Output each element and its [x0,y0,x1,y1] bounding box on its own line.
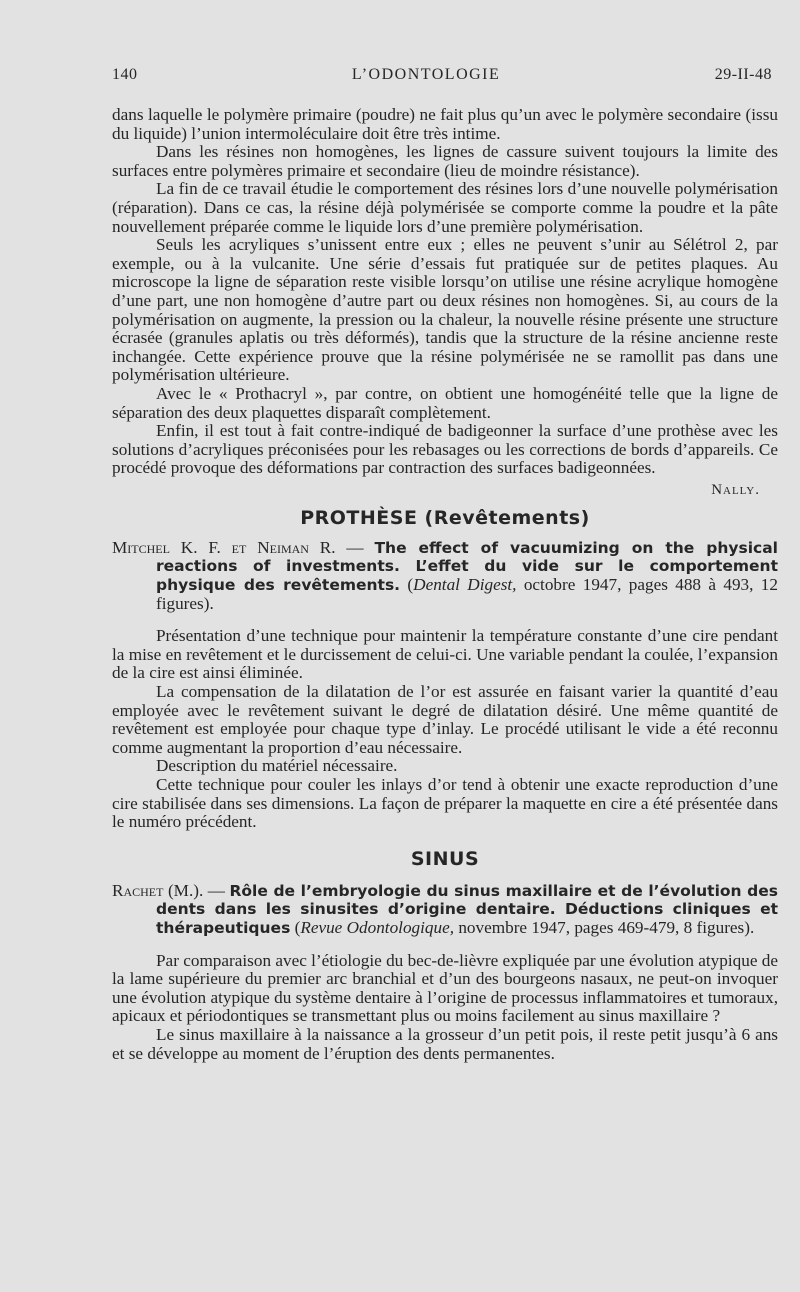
paragraph: Enfin, il est tout à fait contre-indiqué de badigeonner la surface d’une prothèse avec les solutions d’acryliques préconisées pour les rebasages ou les corrections de bords d’appareils. Ce procédé provoque des déformations par contraction des surfaces badigeonnées. [112,421,778,478]
paragraph: dans laquelle le polymère primaire (poudre) ne fait plus qu’un avec le polymère secondaire (issu du liquide) l’union intermoléculaire doit être très intime. [112,105,778,143]
paragraph: La fin de ce travail étudie le comportement des résines lors d’une nouvelle polymérisation (réparation). Dans ce cas, la résine déjà polymérisée se comporte comme la poudre et la pâte nouvellement préparée comme le liquide lors d’une première polymérisation. [112,179,778,236]
paragraph: Description du matériel nécessaire. [156,756,398,776]
paragraph: Dans les résines non homogènes, les lignes de cassure suivent toujours la limite des surfaces entre polymères primaire et secondaire (lieu de moindre résistance). [112,142,778,180]
reference-details: novembre 1947, pages 469-479, 8 figures). [454,917,755,937]
paragraph: Par comparaison avec l’étiologie du bec-de-lièvre expliquée par une évolution atypique de la lame supérieure du premier arc branchial et d’un des bourgeons nasaux, ne peut-on invoquer une évolution atypique du système dentaire à l’origine de processus inflammatoires et tumoraux, apicaux et périodontiques se transmettant plus ou moins facilement au sinus maxillaire ? [112,950,778,1026]
paragraph: Le sinus maxillaire à la naissance a la grosseur d’un petit pois, il reste petit jusqu’à 6 ans et se développe au moment de l’éruption des dents permanentes. [112,1024,778,1063]
reference-dash: — [203,880,230,900]
paragraph: Avec le « Prothacryl », par contre, on obtient une homogénéité telle que la ligne de séparation des deux plaquettes disparaît complètement. [112,383,778,422]
reference-authors: Rachet (M.). [112,880,204,900]
reference-source: Dental Digest, [413,575,517,595]
signature: Nally. [711,481,760,498]
reference-authors: Mitchel K. F. et Neiman R. [112,537,336,557]
reference-title: Rôle de l’embryologie du sinus maxillaire et de l’évolution des dents dans les sinusites d’origine dentaire. Déductions cliniques et thérapeutiques [156,881,778,937]
journal-title: L’ODONTOLOGIE [351,66,501,83]
bibliographic-reference [112,882,778,938]
reference-details: octobre 1947, pages 488 à 493, 12 figures). [156,575,778,613]
running-header [112,66,772,84]
reference-source: Revue Odontologique, [300,917,455,937]
section-heading-prothese: PROTHÈSE (Revêtements) [300,506,590,529]
paragraph: Présentation d’une technique pour maintenir la température constante d’une cire pendant la mise en revêtement et le durcissement de celui-ci. Une variable pendant la coulée, l’expansion de la cire est ainsi éliminée. [112,626,778,683]
page-number: 140 [112,66,138,83]
paragraph: La compensation de la dilatation de l’or est assurée en faisant varier la quantité d’eau employée avec le revêtement suivant le degré de dilatation désiré. Une même quantité de revêtement est employée pour chaque type d’inlay. Le procédé utilisant le vide a été reconnu comme augmentant la proportion d’eau nécessaire. [112,682,778,757]
section-heading-sinus: SINUS [410,847,480,870]
reference-paren: ( [400,575,414,595]
reference-paren: ( [290,917,301,937]
paragraph: Cette technique pour couler les inlays d’or tend à obtenir une exacte reproduction d’une cire stabilisée dans ses dimensions. La façon de préparer la maquette en cire a été présentée dans le numéro précédent. [112,775,778,832]
reference-dash: — [335,537,375,557]
paragraph: Seuls les acryliques s’unissent entre eux ; elles ne peuvent s’unir au Sélétrol 2, par exemple, ou à la vulcanite. Une série d’essais fut pratiquée sur de petites plaques. Au microscope la ligne de séparation reste visible lorsqu’on utilise une résine acrylique homogène d’une part, une non homogène d’autre part ou deux résines non homogènes. Si, au cours de la polymérisation on augmente, la pression ou la chaleur, la nouvelle résine présente une structure écrasée (granules aplatis ou très déformés), tandis que la structure de la résine ancienne reste inchangée. Cette expérience prouve que la résine polymérisée ne se ramollit pas dans une polymérisation ultérieure. [112,235,778,385]
issue-date: 29-II-48 [714,66,772,83]
reference-title: The effect of vacuumizing on the physical reactions of investments. L’effet du vide sur le comportement physique des revêtements. [156,538,778,595]
bibliographic-reference [112,539,778,613]
